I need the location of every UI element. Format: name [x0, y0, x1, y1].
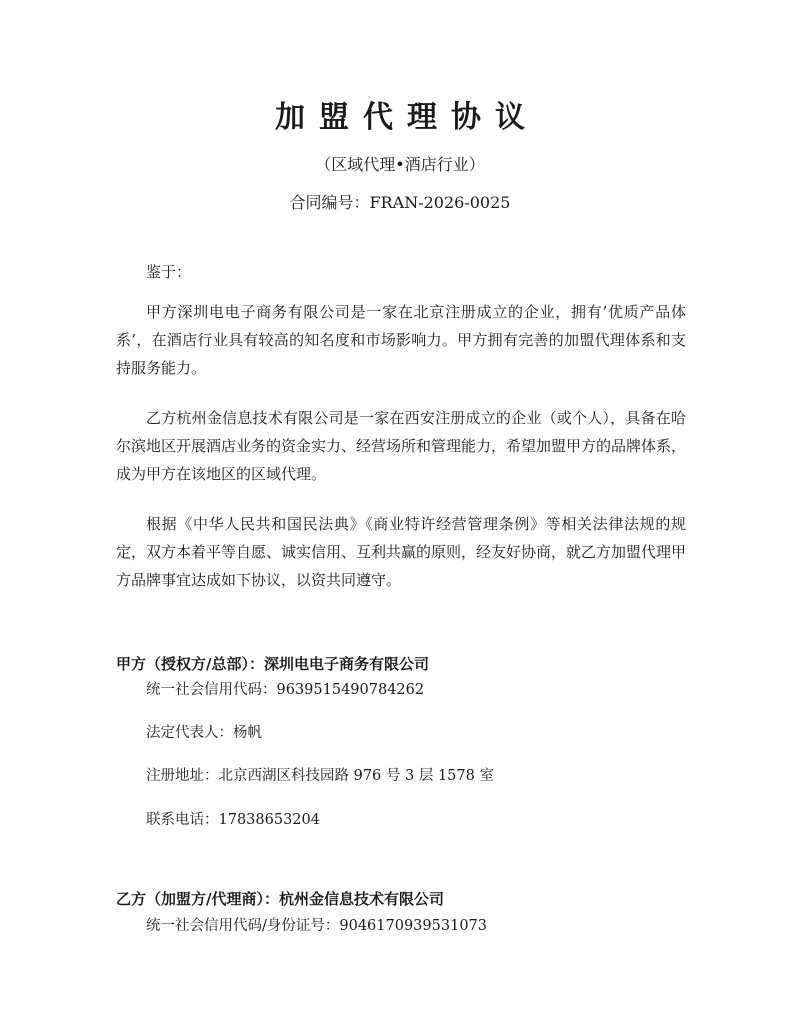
party-b-heading: 乙方（加盟方/代理商）：杭州金信息技术有限公司	[116, 890, 444, 908]
preamble-paragraph-party-a: 甲方深圳电电子商务有限公司是一家在北京注册成立的企业，拥有’优质产品体系’，在酒店行业具有较高的知名度和市场影响力。甲方拥有完善的加盟代理体系和支持服务能力。	[116, 303, 686, 377]
party-b-credit-code: 统一社会信用代码/身份证号：9046170939531073	[146, 918, 487, 934]
party-a-address: 注册地址：北京西湖区科技园路 976 号 3 层 1578 室	[146, 768, 494, 784]
document-subtitle: （区域代理•酒店行业）	[315, 155, 485, 174]
party-a-heading: 甲方（授权方/总部）：深圳电电子商务有限公司	[116, 655, 429, 673]
preamble-paragraph-legal-basis: 根据《中华人民共和国民法典》《商业特许经营管理条例》等相关法律法规的规定，双方本着平等自愿、诚实信用、互利共赢的原则，经友好协商，就乙方加盟代理甲方品牌事宜达成如下协议，以资共同遵守。	[116, 515, 687, 589]
contract-number: 合同编号：FRAN-2026-0025	[289, 193, 511, 212]
preamble-paragraph-party-b: 乙方杭州金信息技术有限公司是一家在西安注册成立的企业（或个人），具备在哈尔滨地区开展酒店业务的资金实力、经营场所和管理能力，希望加盟甲方的品牌体系，成为甲方在该地区的区域代理。	[116, 409, 687, 483]
party-a-legal-rep: 法定代表人：杨帆	[146, 725, 262, 741]
recital-label: 鉴于：	[146, 263, 192, 281]
party-a-phone: 联系电话：17838653204	[146, 812, 320, 828]
document-title: 加盟代理协议	[275, 100, 539, 135]
party-a-credit-code: 统一社会信用代码：9639515490784262	[146, 682, 425, 698]
